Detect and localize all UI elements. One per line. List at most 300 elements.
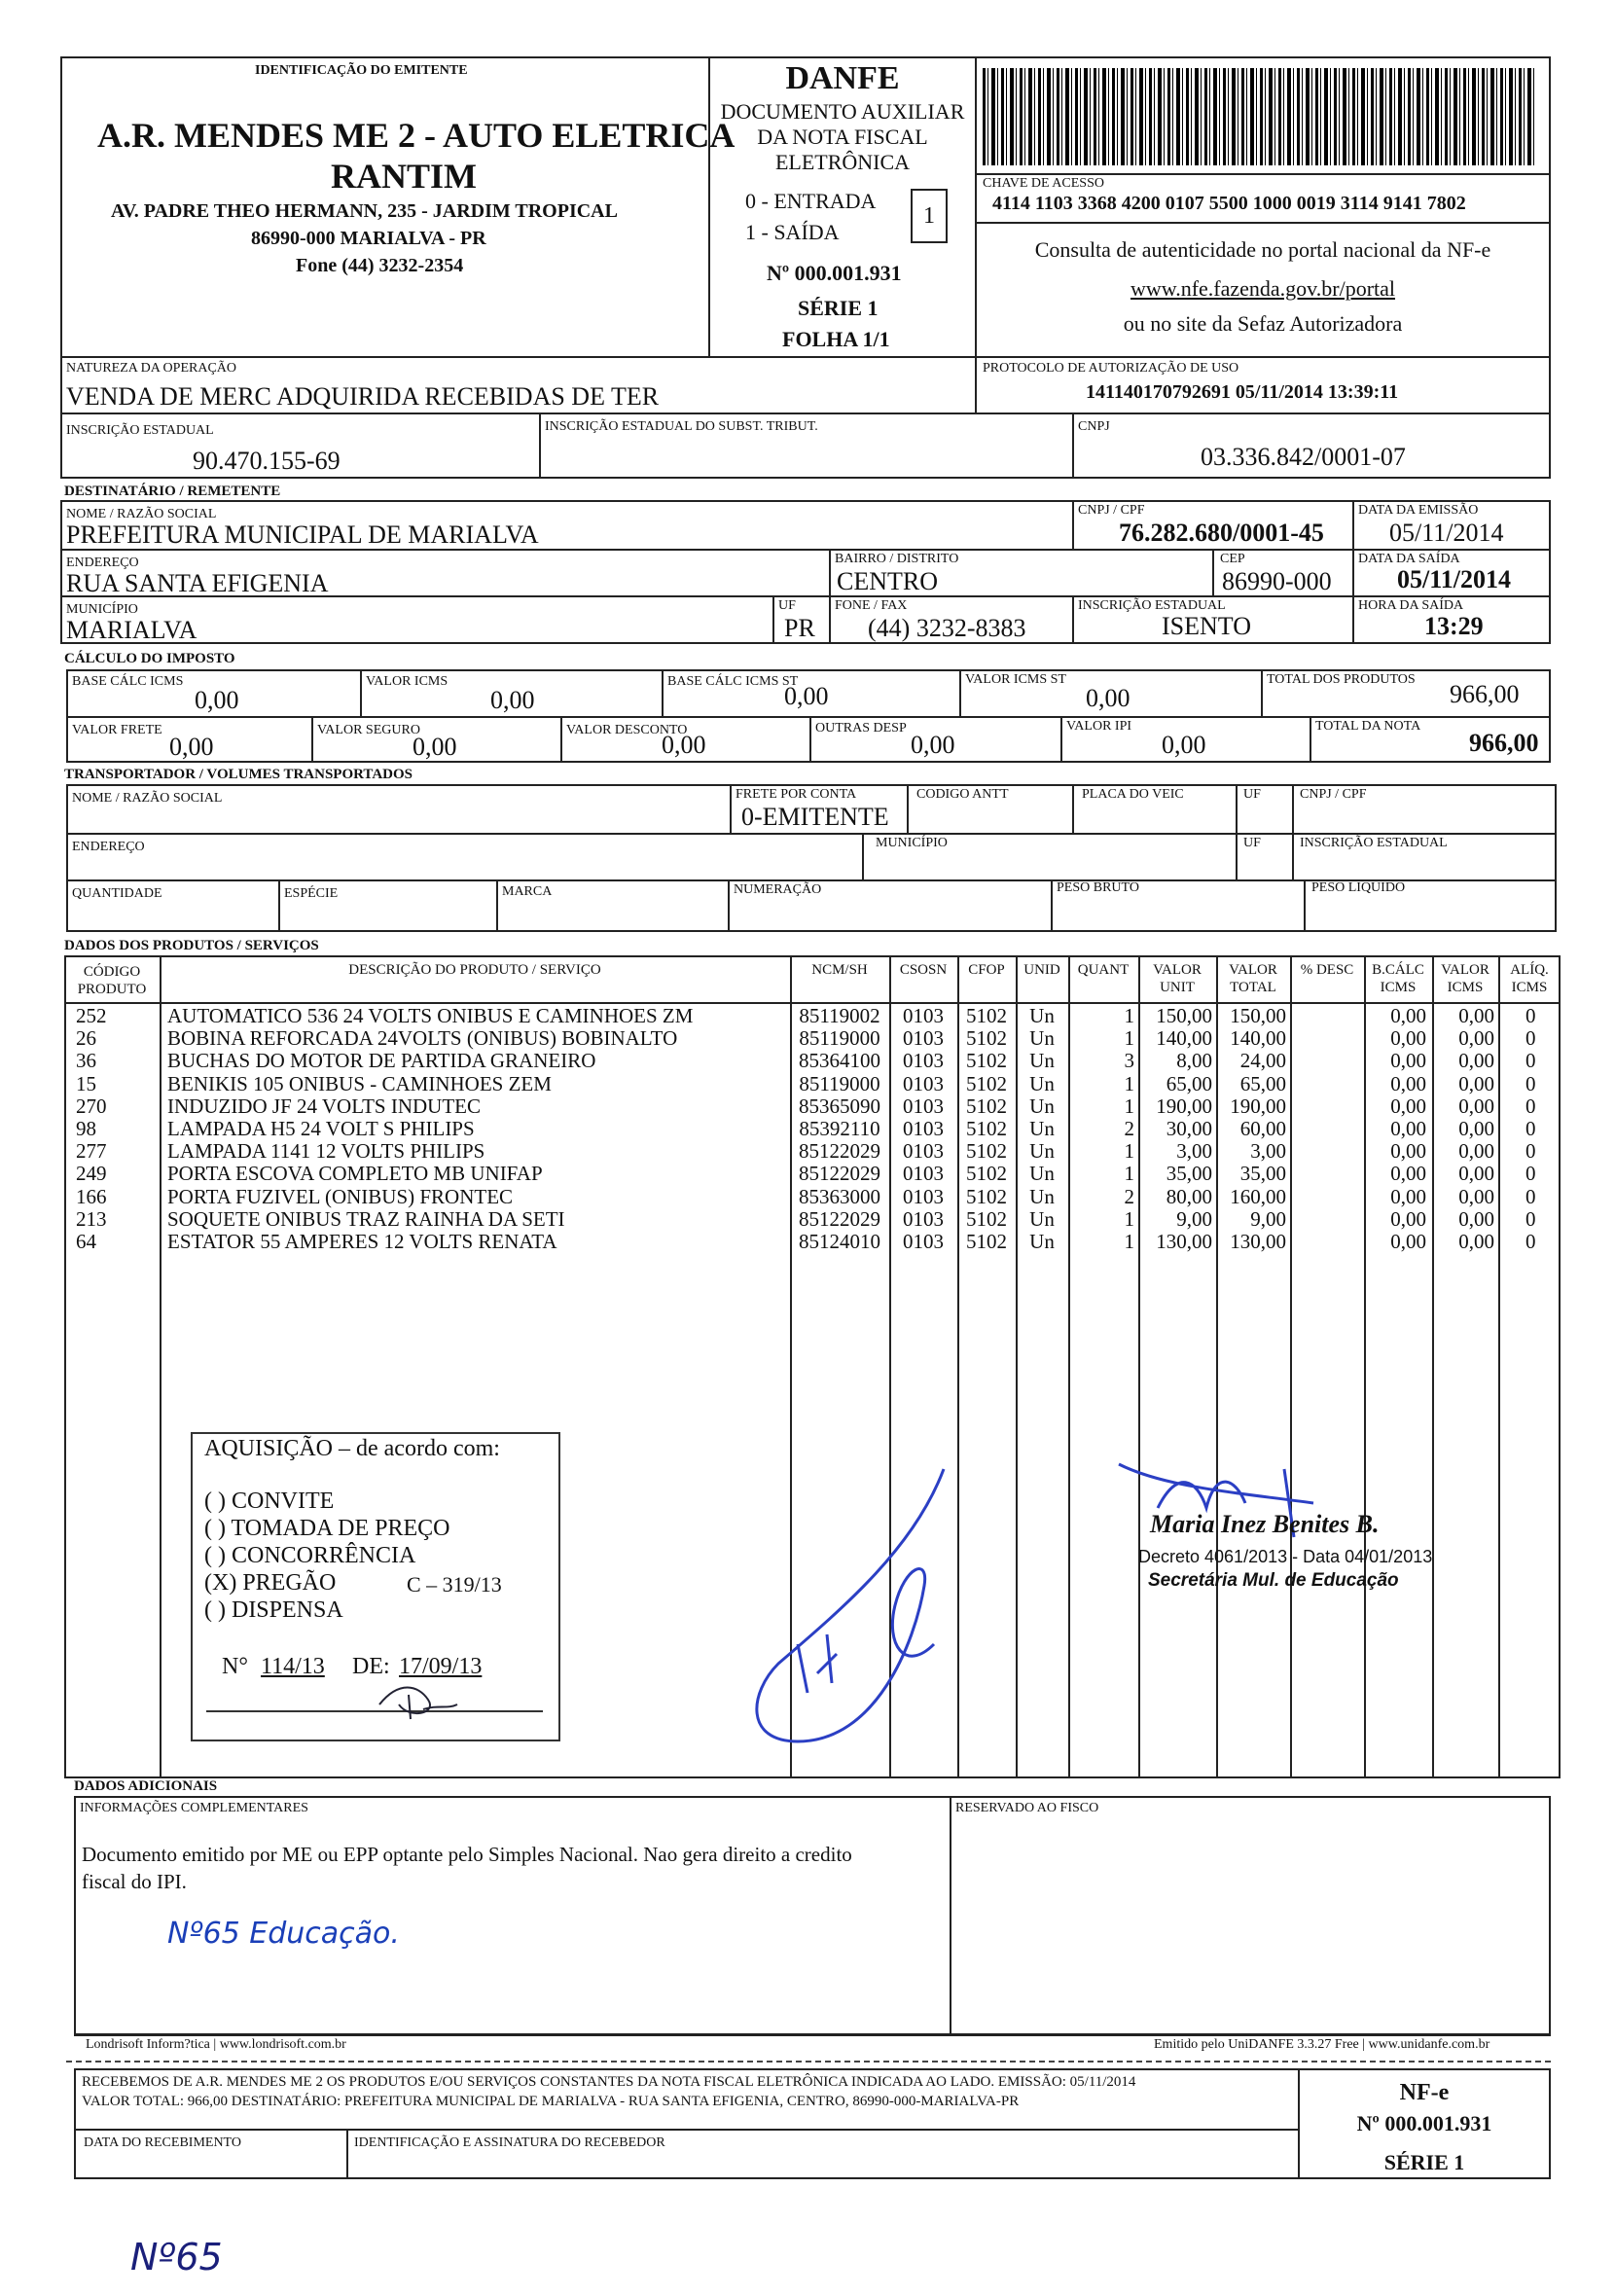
danfe-folha: FOLHA 1/1 <box>782 327 890 351</box>
emitente-section-label: IDENTIFICAÇÃO DO EMITENTE <box>255 63 468 78</box>
protocolo-value: 141140170792691 05/11/2014 13:39:11 <box>1086 381 1399 403</box>
frete: 0,00 <box>169 733 214 761</box>
product-cell-bcalc: 0,00 <box>1390 1049 1426 1073</box>
canhoto-data-label: DATA DO RECEBIMENTO <box>84 2135 241 2150</box>
product-cell-cfop: 5102 <box>966 1206 1007 1231</box>
product-cell-cfop: 5102 <box>966 1184 1007 1208</box>
chave-divider <box>975 173 1551 175</box>
danfe-numero: Nº 000.001.931 <box>767 261 902 285</box>
product-cell-csosn: 0103 <box>903 1230 944 1254</box>
stamp-date: 17/09/13 <box>399 1654 483 1679</box>
valor-icms: 0,00 <box>490 686 535 714</box>
emitente-address: AV. PADRE THEO HERMANN, 235 - JARDIM TROPICAL <box>111 200 618 222</box>
danfe-tipo-box: 1 <box>911 189 948 243</box>
product-cell-quant: 2 <box>1124 1184 1134 1208</box>
th-ncm: NCM/SH <box>811 962 868 978</box>
product-cell-bcalc: 0,00 <box>1390 1139 1426 1164</box>
product-cell-aliq: 0 <box>1525 1139 1536 1164</box>
product-cell-vtotal: 65,00 <box>1239 1071 1286 1095</box>
danfe-sub1: DOCUMENTO AUXILIAR <box>720 99 965 124</box>
product-cell-cfop: 5102 <box>966 1071 1007 1095</box>
adicionais-box <box>74 1796 1551 2035</box>
dest-nome-label: NOME / RAZÃO SOCIAL <box>66 507 217 521</box>
th-desc: % DESC <box>1300 962 1354 978</box>
dest-nome: PREFEITURA MUNICIPAL DE MARIALVA <box>66 520 539 549</box>
product-cell-ncm: 85119002 <box>799 1004 880 1027</box>
dest-endereco: RUA SANTA EFIGENIA <box>66 569 329 597</box>
product-cell-aliq: 0 <box>1525 1162 1536 1186</box>
product-cell-vtotal: 35,00 <box>1239 1162 1286 1186</box>
desconto: 0,00 <box>662 731 706 759</box>
chave-consulta1: Consulta de autenticidade no portal nacional da NF-e <box>1034 237 1491 262</box>
product-cell-bcalc: 0,00 <box>1390 1094 1426 1118</box>
base-st: 0,00 <box>784 682 829 710</box>
product-cell-aliq: 0 <box>1525 1049 1536 1073</box>
protocolo-label: PROTOCOLO DE AUTORIZAÇÃO DE USO <box>983 361 1239 376</box>
dest-saida-label: DATA DA SAÍDA <box>1358 552 1460 566</box>
footer-line <box>74 2035 1551 2036</box>
product-cell-ncm: 85122029 <box>799 1162 880 1186</box>
product-cell-vunit: 65,00 <box>1166 1071 1212 1095</box>
th-vicms-2: ICMS <box>1447 980 1484 995</box>
destinatario-section-label: DESTINATÁRIO / REMETENTE <box>64 484 281 499</box>
dest-cep: 86990-000 <box>1222 567 1332 595</box>
total-prod: 966,00 <box>1450 680 1520 708</box>
base-icms-label: BASE CÁLC ICMS <box>72 674 184 689</box>
product-cell-vicms: 0,00 <box>1458 1162 1494 1186</box>
product-cell-vicms: 0,00 <box>1458 1139 1494 1164</box>
product-cell-aliq: 0 <box>1525 1230 1536 1254</box>
danfe-title: DANFE <box>785 60 900 96</box>
stamp-concorrencia: ( ) CONCORRÊNCIA <box>204 1543 416 1568</box>
transp-v-cnpj <box>1292 784 1294 879</box>
danfe-sub2: DA NOTA FISCAL <box>757 125 928 149</box>
transp-peso-liq-label: PESO LIQUIDO <box>1311 880 1406 895</box>
product-cell-descricao: PORTA FUZIVEL (ONIBUS) FRONTEC <box>167 1184 514 1208</box>
product-cell-bcalc: 0,00 <box>1390 1230 1426 1254</box>
inscricao-div-1 <box>539 413 541 479</box>
cut-line <box>66 2061 1551 2063</box>
dest-vline-cep <box>1212 549 1214 595</box>
ipi-label: VALOR IPI <box>1066 719 1132 734</box>
product-cell-unid: Un <box>1029 1162 1055 1186</box>
product-cell-vtotal: 60,00 <box>1239 1117 1286 1141</box>
danfe-entrada: 0 - ENTRADA <box>745 189 877 213</box>
seguro-label: VALOR SEGURO <box>317 723 420 737</box>
product-cell-codigo: 249 <box>76 1162 107 1186</box>
product-cell-unid: Un <box>1029 1049 1055 1073</box>
col-div-1 <box>160 955 162 1778</box>
product-cell-vicms: 0,00 <box>1458 1094 1494 1118</box>
product-cell-descricao: ESTATOR 55 AMPERES 12 VOLTS RENATA <box>167 1230 557 1254</box>
product-cell-quant: 1 <box>1124 1206 1134 1231</box>
stamp-pregao-num: C – 319/13 <box>407 1572 502 1596</box>
transp-placa-label: PLACA DO VEIC <box>1082 787 1184 802</box>
dest-municipio: MARIALVA <box>66 616 197 644</box>
product-cell-quant: 1 <box>1124 1071 1134 1095</box>
product-cell-bcalc: 0,00 <box>1390 1206 1426 1231</box>
dest-cnpj-label: CNPJ / CPF <box>1078 503 1145 518</box>
imposto-v8 <box>1060 716 1062 763</box>
product-cell-csosn: 0103 <box>903 1162 944 1186</box>
emitente-city: 86990-000 MARIALVA - PR <box>251 228 486 249</box>
product-cell-codigo: 36 <box>76 1049 96 1073</box>
imposto-v5 <box>311 716 313 763</box>
secretaria-cargo: Secretária Mul. de Educação <box>1148 1570 1399 1591</box>
stamp-pregao: (X) PREGÃO <box>204 1570 337 1596</box>
total-nota-label: TOTAL DA NOTA <box>1315 719 1421 734</box>
product-cell-aliq: 0 <box>1525 1094 1536 1118</box>
product-cell-vicms: 0,00 <box>1458 1230 1494 1254</box>
th-vtotal-1: VALOR <box>1229 962 1277 978</box>
dest-cnpj: 76.282.680/0001-45 <box>1119 519 1324 547</box>
transp-v-pliq <box>1304 879 1306 932</box>
secretaria-name: Maria Inez Benites B. <box>1150 1510 1380 1538</box>
info-line1: Documento emitido por ME ou EPP optante pelo Simples Nacional. Nao gera direito a credito <box>82 1843 852 1866</box>
transp-ie-label: INSCRIÇÃO ESTADUAL <box>1300 836 1448 850</box>
footer-left: Londrisoft Inform?tica | www.londrisoft.com.br <box>86 2037 346 2052</box>
product-cell-codigo: 277 <box>76 1139 107 1164</box>
product-cell-cfop: 5102 <box>966 1026 1007 1051</box>
chave-divider-2 <box>975 222 1551 224</box>
product-cell-bcalc: 0,00 <box>1390 1071 1426 1095</box>
product-cell-vunit: 140,00 <box>1156 1026 1212 1051</box>
dest-cep-label: CEP <box>1220 552 1245 566</box>
inscricao-div-2 <box>1072 413 1074 479</box>
product-cell-vtotal: 24,00 <box>1239 1049 1286 1073</box>
canhoto-hline <box>74 2129 1298 2131</box>
col-vicms <box>1434 1005 1494 1253</box>
product-cell-ncm: 85364100 <box>799 1049 880 1073</box>
product-cell-cfop: 5102 <box>966 1162 1007 1186</box>
col-quant <box>1070 1005 1134 1253</box>
product-cell-unid: Un <box>1029 1071 1055 1095</box>
dest-endereco-label: ENDEREÇO <box>66 556 139 570</box>
frete-label: VALOR FRETE <box>72 723 162 737</box>
imposto-section-label: CÁLCULO DO IMPOSTO <box>64 651 235 666</box>
product-cell-descricao: LAMPADA H5 24 VOLT S PHILIPS <box>167 1117 475 1141</box>
col-aliq <box>1525 1005 1555 1253</box>
product-cell-bcalc: 0,00 <box>1390 1184 1426 1208</box>
product-cell-descricao: INDUZIDO JF 24 VOLTS INDUTEC <box>167 1094 482 1118</box>
imposto-v7 <box>809 716 811 763</box>
product-cell-vtotal: 140,00 <box>1230 1026 1286 1051</box>
product-cell-quant: 1 <box>1124 1162 1134 1186</box>
product-cell-unid: Un <box>1029 1139 1055 1164</box>
product-cell-vicms: 0,00 <box>1458 1026 1494 1051</box>
transp-qtd-label: QUANTIDADE <box>72 886 162 901</box>
product-cell-vunit: 3,00 <box>1176 1139 1212 1164</box>
total-nota: 966,00 <box>1469 729 1539 757</box>
product-cell-vtotal: 9,00 <box>1250 1206 1286 1231</box>
product-cell-unid: Un <box>1029 1094 1055 1118</box>
product-cell-descricao: BOBINA REFORCADA 24VOLTS (ONIBUS) BOBINALTO <box>167 1026 678 1051</box>
th-cfop: CFOP <box>968 962 1005 978</box>
transp-peso-bruto-label: PESO BRUTO <box>1057 880 1139 895</box>
product-cell-unid: Un <box>1029 1026 1055 1051</box>
adicionais-section-label: DADOS ADICIONAIS <box>74 1778 218 1794</box>
transp-especie-label: ESPÉCIE <box>284 886 339 901</box>
product-cell-ncm: 85122029 <box>799 1206 880 1231</box>
dest-emissao: 05/11/2014 <box>1389 519 1504 547</box>
product-cell-csosn: 0103 <box>903 1184 944 1208</box>
stamp-num: 114/13 <box>261 1654 325 1679</box>
dest-vline-uf <box>772 595 774 644</box>
product-cell-quant: 1 <box>1124 1026 1134 1051</box>
product-cell-vicms: 0,00 <box>1458 1117 1494 1141</box>
product-cell-unid: Un <box>1029 1230 1055 1254</box>
base-st-label: BASE CÁLC ICMS ST <box>667 674 799 689</box>
th-csosn: CSOSN <box>899 962 948 978</box>
outras: 0,00 <box>911 731 955 759</box>
product-cell-ncm: 85124010 <box>799 1230 880 1254</box>
product-cell-csosn: 0103 <box>903 1117 944 1141</box>
secretaria-decreto: Decreto 4061/2013 - Data 04/01/2013 <box>1138 1547 1433 1566</box>
stamp-de-label: DE: <box>352 1654 390 1679</box>
product-cell-vtotal: 150,00 <box>1230 1004 1286 1027</box>
product-cell-vunit: 9,00 <box>1176 1206 1212 1231</box>
dest-vline-fone <box>829 595 831 644</box>
col-ncm <box>792 1005 887 1253</box>
product-cell-ncm: 85363000 <box>799 1184 880 1208</box>
dest-fone-label: FONE / FAX <box>835 598 908 613</box>
product-cell-descricao: SOQUETE ONIBUS TRAZ RAINHA DA SETI <box>167 1206 565 1231</box>
col-cfop <box>959 1005 1014 1253</box>
product-cell-aliq: 0 <box>1525 1184 1536 1208</box>
product-cell-cfop: 5102 <box>966 1117 1007 1141</box>
dest-vline-bairro <box>829 549 831 595</box>
product-cell-codigo: 98 <box>76 1117 96 1141</box>
info-line2: fiscal do IPI. <box>82 1870 187 1893</box>
transp-v-especie <box>278 879 280 932</box>
product-cell-descricao: AUTOMATICO 536 24 VOLTS ONIBUS E CAMINHOES ZM <box>167 1004 694 1027</box>
th-vunit-2: UNIT <box>1160 980 1195 995</box>
chave-portal-link[interactable]: www.nfe.fazenda.gov.br/portal <box>1130 276 1396 301</box>
handwritten-educacao: Nº65 Educação. <box>167 1917 400 1951</box>
transp-v-mun <box>862 833 864 879</box>
dest-fone: (44) 3232-8383 <box>868 614 1026 642</box>
valor-st-label: VALOR ICMS ST <box>965 672 1066 687</box>
imposto-v4 <box>1261 669 1263 716</box>
product-cell-unid: Un <box>1029 1184 1055 1208</box>
imposto-v6 <box>560 716 562 763</box>
product-cell-ncm: 85119000 <box>799 1071 880 1095</box>
transp-frete-label: FRETE POR CONTA <box>736 787 857 802</box>
transp-v-antt <box>907 784 909 833</box>
th-unid: UNID <box>1023 962 1060 978</box>
product-cell-csosn: 0103 <box>903 1206 944 1231</box>
transp-marca-label: MARCA <box>502 884 553 899</box>
product-cell-unid: Un <box>1029 1117 1055 1141</box>
access-key-barcode <box>983 68 1537 165</box>
product-cell-cfop: 5102 <box>966 1139 1007 1164</box>
ie-value: 90.470.155-69 <box>193 447 341 475</box>
product-cell-descricao: PORTA ESCOVA COMPLETO MB UNIFAP <box>167 1162 543 1186</box>
col-codigo <box>76 1005 154 1253</box>
dest-bairro-label: BAIRRO / DISTRITO <box>835 552 959 566</box>
product-cell-cfop: 5102 <box>966 1004 1007 1027</box>
product-cell-vicms: 0,00 <box>1458 1004 1494 1027</box>
product-cell-descricao: BUCHAS DO MOTOR DE PARTIDA GRANEIRO <box>167 1049 596 1073</box>
dest-hora-label: HORA DA SAÍDA <box>1358 598 1464 613</box>
dest-bairro: CENTRO <box>837 567 938 595</box>
danfe-serie: SÉRIE 1 <box>798 296 879 320</box>
transp-v-frete <box>730 784 732 833</box>
imposto-v2 <box>662 669 664 716</box>
product-cell-ncm: 85392110 <box>799 1117 880 1141</box>
product-cell-csosn: 0103 <box>903 1071 944 1095</box>
outras-label: OUTRAS DESP <box>815 721 907 735</box>
stamp-title: AQUISIÇÃO – de acordo com: <box>204 1436 500 1461</box>
fisco-label: RESERVADO AO FISCO <box>955 1801 1099 1815</box>
transp-uf2-label: UF <box>1243 836 1261 850</box>
product-cell-codigo: 270 <box>76 1094 107 1118</box>
canhoto-line1: RECEBEMOS DE A.R. MENDES ME 2 OS PRODUTOS E/OU SERVIÇOS CONSTANTES DA NOTA FISCAL ELETRÔNICA INDICADA AO LADO. EMISSÃO: 05/11/2014 <box>82 2074 1136 2090</box>
emitente-name-line1: A.R. MENDES ME 2 - AUTO ELETRICA <box>97 116 736 155</box>
product-cell-quant: 2 <box>1124 1117 1134 1141</box>
product-cell-unid: Un <box>1029 1004 1055 1027</box>
seguro: 0,00 <box>413 733 457 761</box>
col-bcalc <box>1366 1005 1426 1253</box>
natureza-label: NATUREZA DA OPERAÇÃO <box>66 361 237 376</box>
product-cell-ncm: 85365090 <box>799 1094 880 1118</box>
imposto-hline <box>66 716 1551 718</box>
product-cell-aliq: 0 <box>1525 1071 1536 1095</box>
transp-v-marca <box>496 879 498 932</box>
dest-vline-date <box>1352 500 1354 644</box>
product-cell-quant: 1 <box>1124 1094 1134 1118</box>
dest-emissao-label: DATA DA EMISSÃO <box>1358 503 1479 518</box>
imposto-v9 <box>1310 716 1311 763</box>
product-cell-cfop: 5102 <box>966 1094 1007 1118</box>
transp-municipio-label: MUNICÍPIO <box>876 836 948 850</box>
ipi: 0,00 <box>1162 731 1206 759</box>
col-unid <box>1018 1005 1066 1253</box>
adicionais-divider <box>950 1796 951 2035</box>
transp-frete: 0-EMITENTE <box>741 803 889 831</box>
cnpj-value: 03.336.842/0001-07 <box>1201 443 1406 471</box>
product-cell-codigo: 213 <box>76 1206 107 1231</box>
th-vtotal-2: TOTAL <box>1230 980 1276 995</box>
product-cell-bcalc: 0,00 <box>1390 1162 1426 1186</box>
col-csosn <box>891 1005 955 1253</box>
stamp-dispensa: ( ) DISPENSA <box>204 1597 343 1623</box>
product-cell-csosn: 0103 <box>903 1026 944 1051</box>
dest-uf-label: UF <box>778 598 796 613</box>
product-cell-vunit: 80,00 <box>1166 1184 1212 1208</box>
dest-vline-cnpj <box>1072 500 1074 549</box>
desconto-label: VALOR DESCONTO <box>566 723 688 737</box>
dest-hline-1 <box>60 549 1551 551</box>
product-cell-unid: Un <box>1029 1206 1055 1231</box>
th-descricao: DESCRIÇÃO DO PRODUTO / SERVIÇO <box>348 962 601 978</box>
canhoto-nfe: NF-e <box>1399 2080 1450 2105</box>
col-div-12 <box>1498 955 1500 1778</box>
product-cell-vunit: 130,00 <box>1156 1230 1212 1254</box>
product-cell-vicms: 0,00 <box>1458 1184 1494 1208</box>
canhoto-line2: VALOR TOTAL: 966,00 DESTINATÁRIO: PREFEITURA MUNICIPAL DE MARIALVA - RUA SANTA EFIGENIA, CENTRO, 86990-000-MARIALVA-PR <box>82 2094 1020 2109</box>
product-cell-vunit: 150,00 <box>1156 1004 1212 1027</box>
transp-v-num <box>728 879 730 932</box>
chave-consulta2: ou no site da Sefaz Autorizadora <box>1123 311 1403 336</box>
th-bcalc-1: B.CÁLC <box>1372 962 1424 978</box>
transp-v-pbruto <box>1051 879 1053 932</box>
signature-scribble <box>739 1450 1420 1771</box>
dest-vline-ie <box>1072 595 1074 644</box>
valor-st: 0,00 <box>1086 684 1130 712</box>
th-codigo-1: CÓDIGO <box>83 964 141 980</box>
th-aliq-2: ICMS <box>1511 980 1548 995</box>
product-cell-csosn: 0103 <box>903 1049 944 1073</box>
col-descricao <box>167 1005 786 1253</box>
product-cell-quant: 1 <box>1124 1139 1134 1164</box>
cnpj-label: CNPJ <box>1078 419 1110 434</box>
product-cell-cfop: 5102 <box>966 1049 1007 1073</box>
transp-v-uf <box>1236 784 1238 879</box>
base-icms: 0,00 <box>195 686 239 714</box>
product-cell-vunit: 35,00 <box>1166 1162 1212 1186</box>
imposto-v1 <box>360 669 362 716</box>
valor-icms-label: VALOR ICMS <box>366 674 449 689</box>
transp-hline-1 <box>66 833 1557 835</box>
product-cell-codigo: 166 <box>76 1184 107 1208</box>
canhoto-assinatura-label: IDENTIFICAÇÃO E ASSINATURA DO RECEBEDOR <box>354 2135 665 2150</box>
product-cell-descricao: LAMPADA 1141 12 VOLTS PHILIPS <box>167 1139 485 1164</box>
product-cell-bcalc: 0,00 <box>1390 1026 1426 1051</box>
transp-antt-label: CODIGO ANTT <box>916 787 1009 802</box>
transp-nome-label: NOME / RAZÃO SOCIAL <box>72 791 223 806</box>
produtos-section-label: DADOS DOS PRODUTOS / SERVIÇOS <box>64 938 319 953</box>
canhoto-numero: Nº 000.001.931 <box>1356 2111 1492 2135</box>
chave-value: 4114 1103 3368 4200 0107 5500 1000 0019 3114 9141 7802 <box>992 193 1466 214</box>
stamp-initials-scribble <box>370 1675 467 1724</box>
product-cell-aliq: 0 <box>1525 1206 1536 1231</box>
product-cell-quant: 1 <box>1124 1004 1134 1027</box>
emitente-phone: Fone (44) 3232-2354 <box>296 255 464 276</box>
product-cell-vtotal: 130,00 <box>1230 1230 1286 1254</box>
transp-cnpj-label: CNPJ / CPF <box>1300 787 1367 802</box>
bottom-handwritten-note: Nº65 <box>130 2236 223 2278</box>
ie-label: INSCRIÇÃO ESTADUAL <box>66 423 214 438</box>
chave-label: CHAVE DE ACESSO <box>983 176 1104 191</box>
th-codigo-2: PRODUTO <box>77 982 147 997</box>
transp-endereco-label: ENDEREÇO <box>72 840 145 854</box>
product-cell-aliq: 0 <box>1525 1004 1536 1027</box>
stamp-tomada: ( ) TOMADA DE PREÇO <box>204 1516 450 1541</box>
danfe-saida: 1 - SAÍDA <box>745 220 840 244</box>
iest-label: INSCRIÇÃO ESTADUAL DO SUBST. TRIBUT. <box>545 419 818 434</box>
product-cell-codigo: 64 <box>76 1230 96 1254</box>
th-bcalc-2: ICMS <box>1380 980 1417 995</box>
stamp-num-label: N° <box>222 1654 248 1679</box>
dest-saida: 05/11/2014 <box>1397 565 1512 593</box>
product-cell-codigo: 15 <box>76 1071 96 1095</box>
col-vunit <box>1140 1005 1212 1253</box>
product-cell-bcalc: 0,00 <box>1390 1004 1426 1027</box>
th-quant: QUANT <box>1077 962 1130 978</box>
product-cell-vtotal: 190,00 <box>1230 1094 1286 1118</box>
product-cell-csosn: 0103 <box>903 1139 944 1164</box>
product-cell-vunit: 30,00 <box>1166 1117 1212 1141</box>
transportador-section-label: TRANSPORTADOR / VOLUMES TRANSPORTADOS <box>64 767 413 782</box>
th-aliq-1: ALÍQ. <box>1510 962 1549 978</box>
dest-ie-label: INSCRIÇÃO ESTADUAL <box>1078 598 1226 613</box>
product-cell-vicms: 0,00 <box>1458 1071 1494 1095</box>
emitente-name-line2: RANTIM <box>331 157 477 196</box>
danfe-sub3: ELETRÔNICA <box>774 150 911 174</box>
product-cell-aliq: 0 <box>1525 1026 1536 1051</box>
stamp-convite: ( ) CONVITE <box>204 1489 335 1514</box>
